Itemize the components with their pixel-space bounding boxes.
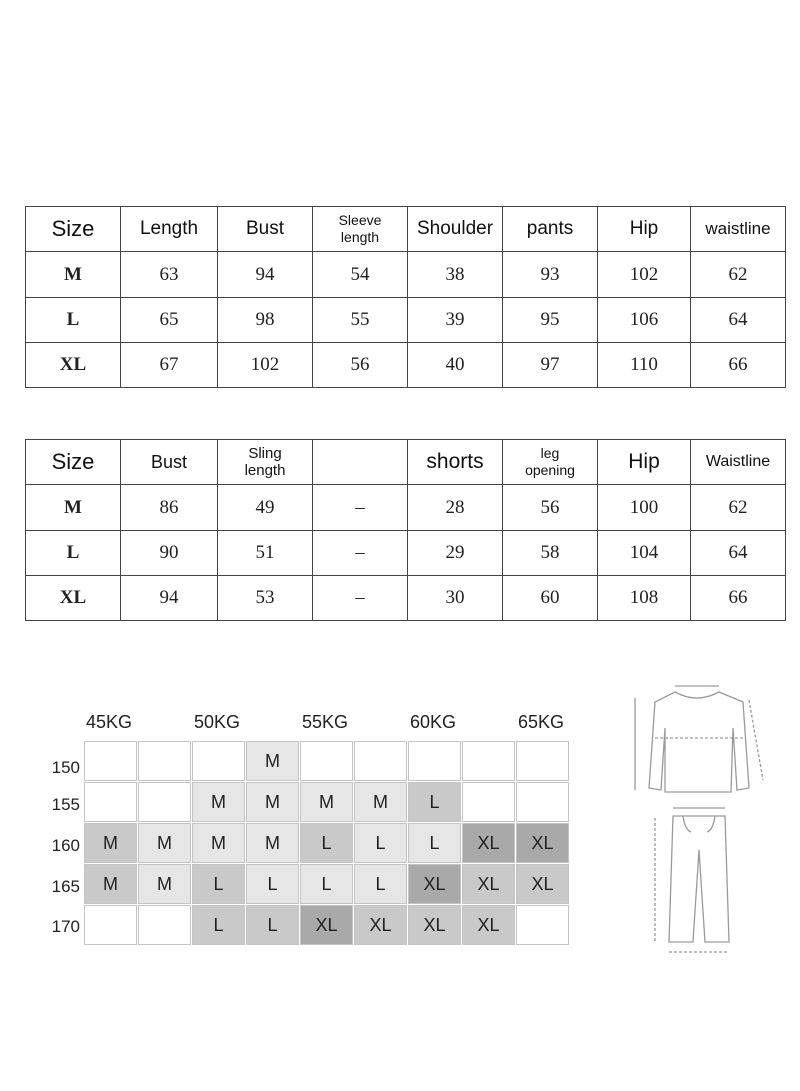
grid-cell: L: [300, 864, 353, 904]
value-cell: 90: [121, 531, 218, 576]
value-cell: 55: [313, 298, 408, 343]
grid-cell: [300, 741, 353, 781]
value-cell: 66: [691, 576, 786, 621]
value-cell: –: [313, 576, 408, 621]
value-cell: 54: [313, 252, 408, 298]
header-cell: shorts: [408, 440, 503, 485]
sleeve-measure-line: [749, 700, 763, 780]
grid-cell: L: [192, 905, 245, 945]
value-cell: 60: [503, 576, 598, 621]
value-cell: –: [313, 485, 408, 531]
grid-cell: XL: [354, 905, 407, 945]
grid-cell: M: [246, 823, 299, 863]
value-cell: 65: [121, 298, 218, 343]
value-cell: 97: [503, 343, 598, 388]
grid-cell: L: [246, 905, 299, 945]
weight-label: 45KG: [86, 712, 133, 732]
grid-cell: L: [192, 864, 245, 904]
height-label: 150: [51, 758, 80, 777]
top-size-table: [25, 206, 786, 388]
grid-cell: L: [300, 823, 353, 863]
grid-cell: XL: [408, 905, 461, 945]
grid-cell: L: [354, 864, 407, 904]
grid-cell: [192, 741, 245, 781]
value-cell: 104: [598, 531, 691, 576]
value-cell: 62: [691, 252, 786, 298]
value-cell: –: [313, 531, 408, 576]
header-cell: Shoulder: [408, 207, 503, 252]
grid-cell: M: [354, 782, 407, 822]
header-cell: Waistline: [691, 440, 786, 485]
header-cell: [218, 440, 313, 485]
value-cell: 38: [408, 252, 503, 298]
height-label: 170: [51, 917, 80, 936]
header-cell-text: leg opening: [525, 445, 575, 478]
grid-cell: [516, 905, 569, 945]
value-cell: 58: [503, 531, 598, 576]
value-cell: 53: [218, 576, 313, 621]
value-cell: 106: [598, 298, 691, 343]
garment-measurement-diagram: [625, 680, 785, 980]
value-cell: 98: [218, 298, 313, 343]
value-cell: 51: [218, 531, 313, 576]
value-cell: 64: [691, 298, 786, 343]
height-label: 165: [51, 877, 80, 896]
header-cell: waistline: [691, 207, 786, 252]
value-cell: 93: [503, 252, 598, 298]
table-row: [26, 343, 786, 388]
header-cell: Length: [121, 207, 218, 252]
header-cell: Bust: [218, 207, 313, 252]
table-row: [26, 252, 786, 298]
value-cell: 95: [503, 298, 598, 343]
value-cell: 86: [121, 485, 218, 531]
table-row: [26, 531, 786, 576]
grid-cell: M: [192, 782, 245, 822]
grid-cell: L: [408, 782, 461, 822]
value-cell: 100: [598, 485, 691, 531]
value-cell: 63: [121, 252, 218, 298]
value-cell: 67: [121, 343, 218, 388]
grid-cell: [138, 905, 191, 945]
value-cell: 49: [218, 485, 313, 531]
grid-cell: [516, 741, 569, 781]
grid-cell: M: [84, 823, 137, 863]
grid-cell: XL: [408, 864, 461, 904]
value-cell: 56: [503, 485, 598, 531]
header-cell: Hip: [598, 440, 691, 485]
value-cell: 56: [313, 343, 408, 388]
value-cell: 108: [598, 576, 691, 621]
grid-cell: L: [408, 823, 461, 863]
header-cell: [503, 440, 598, 485]
size-cell: M: [26, 252, 121, 298]
grid-cell: [138, 741, 191, 781]
value-cell: 102: [218, 343, 313, 388]
table-row: [26, 485, 786, 531]
height-label: 155: [51, 795, 80, 814]
value-cell: 94: [121, 576, 218, 621]
grid-cell: [408, 741, 461, 781]
grid-cell: M: [84, 864, 137, 904]
value-cell: 40: [408, 343, 503, 388]
header-cell: [313, 440, 408, 485]
table-header-row: [26, 440, 786, 485]
size-cell: XL: [26, 343, 121, 388]
size-cell: M: [26, 485, 121, 531]
grid-cell: [84, 905, 137, 945]
grid-cell: [516, 782, 569, 822]
header-cell: [313, 207, 408, 252]
size-cell: L: [26, 531, 121, 576]
grid-cell: [462, 741, 515, 781]
value-cell: 110: [598, 343, 691, 388]
grid-cell: XL: [462, 823, 515, 863]
grid-cell: XL: [462, 905, 515, 945]
table-row: [26, 576, 786, 621]
value-cell: 66: [691, 343, 786, 388]
header-cell: Hip: [598, 207, 691, 252]
header-cell-text: Sleeve length: [338, 212, 382, 245]
pocket-outline: [683, 816, 715, 832]
value-cell: 62: [691, 485, 786, 531]
weight-label: 55KG: [302, 712, 349, 732]
header-cell: Bust: [121, 440, 218, 485]
value-cell: 94: [218, 252, 313, 298]
grid-cell: [462, 782, 515, 822]
header-cell: Size: [26, 207, 121, 252]
value-cell: 28: [408, 485, 503, 531]
grid-cell: M: [300, 782, 353, 822]
value-cell: 39: [408, 298, 503, 343]
header-cell: pants: [503, 207, 598, 252]
grid-cell: M: [138, 864, 191, 904]
size-cell: XL: [26, 576, 121, 621]
grid-cell: L: [354, 823, 407, 863]
grid-cell: M: [192, 823, 245, 863]
grid-cell: M: [138, 823, 191, 863]
grid-cell: M: [246, 741, 299, 781]
value-cell: 102: [598, 252, 691, 298]
grid-cell: [138, 782, 191, 822]
header-cell-text: Sling length: [244, 445, 286, 479]
table-header-row: [26, 207, 786, 252]
pants-outline: [669, 816, 729, 942]
grid-cell: XL: [462, 864, 515, 904]
grid-cell: [84, 782, 137, 822]
header-cell: Size: [26, 440, 121, 485]
grid-cell: [354, 741, 407, 781]
value-cell: 29: [408, 531, 503, 576]
weight-label: 65KG: [518, 712, 565, 732]
value-cell: 64: [691, 531, 786, 576]
bottom-size-table: [25, 439, 786, 621]
top-outline: [649, 692, 749, 792]
height-label: 160: [51, 836, 80, 855]
value-cell: 30: [408, 576, 503, 621]
weight-label: 60KG: [410, 712, 457, 732]
grid-cell: XL: [516, 864, 569, 904]
size-cell: L: [26, 298, 121, 343]
grid-cell: XL: [516, 823, 569, 863]
grid-cell: L: [246, 864, 299, 904]
grid-cell: M: [246, 782, 299, 822]
grid-cell: [84, 741, 137, 781]
table-row: [26, 298, 786, 343]
weight-label: 50KG: [194, 712, 241, 732]
grid-cell: XL: [300, 905, 353, 945]
